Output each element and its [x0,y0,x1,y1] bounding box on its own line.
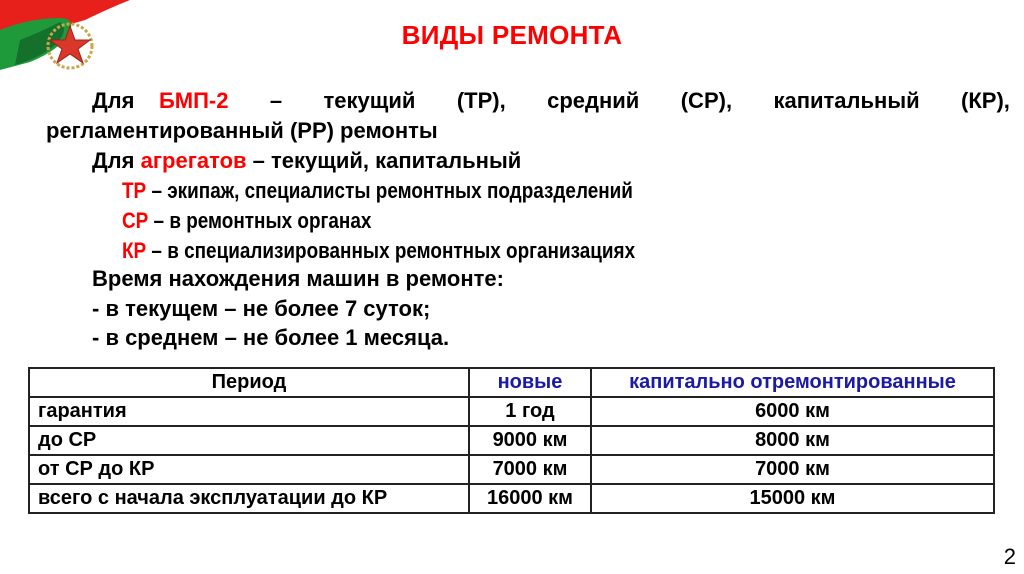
cell-new: 9000 км [469,426,591,455]
cell-overhauled: 8000 км [591,426,994,455]
table-row [29,426,994,455]
cell-new: 16000 км [469,484,591,513]
word: (КР), [961,88,1010,113]
item-text: – экипаж, специалисты ремонтных подразделений [146,178,633,203]
list-item-kr [122,238,635,264]
word: текущий [323,88,416,113]
text-prefix: Для [92,88,135,113]
item-text: – в специализированных ремонтных организациях [146,238,636,263]
aggregates-rest: – текущий, капитальный [246,148,522,173]
bmp2-repair-types-line [92,88,1010,114]
abbr-tr: ТР [122,178,147,203]
abbr-kr: КР [122,238,147,263]
table-row [29,484,994,513]
cell-period: всего с начала эксплуатации до КР [29,484,469,513]
table-row [29,455,994,484]
word: средний [547,88,640,113]
mileage-table [28,367,995,514]
time-heading: Время нахождения машин в ремонте: [92,266,504,291]
cell-overhauled: 6000 км [591,397,994,426]
cell-overhauled: 7000 км [591,455,994,484]
time-item-medium: - в среднем – не более 1 месяца. [92,325,450,350]
item-text: – в ремонтных органах [148,208,372,233]
aggregates-label: агрегатов [140,148,247,173]
slide-title: ВИДЫ РЕМОНТА [401,20,623,50]
abbr-sr: СР [122,208,149,233]
cell-period: гарантия [29,397,469,426]
cell-new: 1 год [469,397,591,426]
header-overhauled: капитально отремонтированные [591,368,994,397]
word: капитальный [773,88,920,113]
header-period: Период [29,368,469,397]
cell-period: от СР до КР [29,455,469,484]
cell-period: до СР [29,426,469,455]
time-item-current: - в текущем – не более 7 суток; [92,296,431,321]
header-new: новые [469,368,591,397]
dash: – [269,88,283,113]
table-row [29,397,994,426]
cell-new: 7000 км [469,455,591,484]
word: (ТР), [456,88,506,113]
list-item-tr [122,178,633,204]
table-header-row [29,368,994,397]
bmp2-label: БМП-2 [158,88,229,113]
list-item-sr [122,208,371,234]
regulated-repair-line: регламентированный (РР) ремонты [46,118,438,143]
aggregates-line [92,148,521,174]
page-number: 2 [1003,544,1016,569]
text-prefix: Для [92,148,135,173]
word: (СР), [680,88,733,113]
cell-overhauled: 15000 км [591,484,994,513]
